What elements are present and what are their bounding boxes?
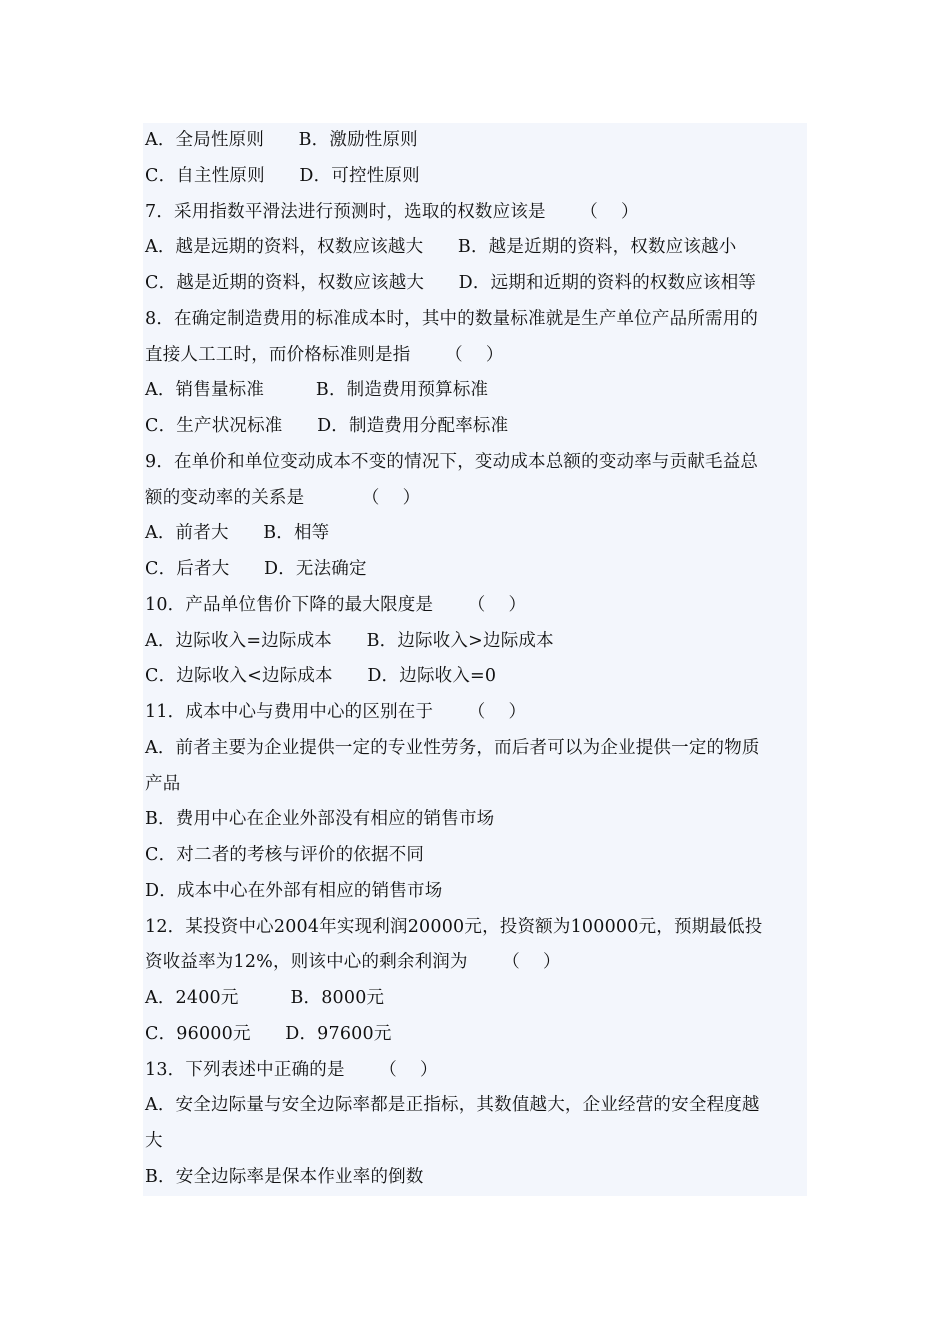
text-line: B．安全边际率是保本作业率的倒数 (145, 1166, 424, 1187)
text-line: 资收益率为12%，则该中心的剩余利润为 （ ） (145, 952, 561, 973)
text-line: 9．在单价和单位变动成本不变的情况下，变动成本总额的变动率与贡献毛益总 (145, 451, 759, 472)
text-line: A．2400元 B．8000元 (145, 988, 385, 1008)
text-line: A．前者主要为企业提供一定的专业性劳务，而后者可以为企业提供一定的物质 (145, 737, 760, 758)
text-line: A．越是远期的资料，权数应该越大 B．越是近期的资料，权数应该越小 (145, 237, 737, 258)
text-line: A．销售量标准 B．制造费用预算标准 (145, 380, 489, 401)
text-line: 大 (145, 1131, 163, 1151)
document-page (143, 123, 807, 1196)
text-line: B．费用中心在企业外部没有相应的销售市场 (145, 809, 495, 830)
text-line: A．安全边际量与安全边际率都是正指标，其数值越大，企业经营的安全程度越 (145, 1095, 760, 1116)
text-line: 8．在确定制造费用的标准成本时，其中的数量标准就是生产单位产品所需用的 (145, 308, 759, 329)
text-line: 额的变动率的关系是 （ ） (145, 487, 421, 508)
text-line: C．边际收入<边际成本 D．边际收入=0 (145, 666, 497, 687)
text-line: D．成本中心在外部有相应的销售市场 (145, 880, 443, 901)
text-line: 产品 (145, 773, 181, 794)
text-line: 11．成本中心与费用中心的区别在于 （ ） (145, 702, 527, 722)
text-line: C．对二者的考核与评价的依据不同 (145, 845, 425, 865)
text-line: C．后者大 D．无法确定 (145, 559, 367, 579)
text-line: C．越是近期的资料，权数应该越大 D．远期和近期的资料的权数应该相等 (145, 273, 757, 293)
text-line: A．全局性原则 B．激励性原则 (145, 130, 418, 150)
text-line: 直接人工工时，而价格标准则是指 （ ） (145, 344, 504, 365)
text-line: 10．产品单位售价下降的最大限度是 （ ） (145, 594, 527, 615)
text-line: C．自主性原则 D．可控性原则 (145, 165, 420, 186)
text-line: 12．某投资中心2004年实现利润20000元，投资额为100000元，预期最低投 (145, 916, 763, 937)
text-line: 7．采用指数平滑法进行预测时，选取的权数应该是 （ ） (145, 201, 639, 222)
text-line: A．前者大 B．相等 (145, 523, 330, 544)
text-line: C．96000元 D．97600元 (145, 1023, 392, 1044)
text-line: A．边际收入=边际成本 B．边际收入>边际成本 (145, 630, 554, 651)
text-line: C．生产状况标准 D．制造费用分配率标准 (145, 416, 509, 436)
text-line: 13．下列表述中正确的是 （ ） (145, 1059, 438, 1080)
